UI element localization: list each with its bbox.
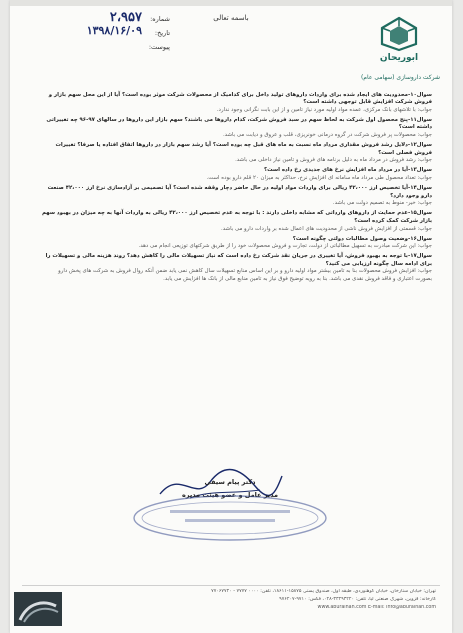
- question-11: سوال۱۱-پنج محصول اول شرکت به لحاظ سهم در سبد فروش شرکت، کدام داروها می باشند؟ سهم بازار این داروها در سالهای ۹۷-۹۶ چه تغییراتی داشته است؟: [46, 116, 432, 131]
- question-10: سوال۱۰-محدودیت های ایجاد شده برای واردات داروهای تولید داخل برای کدامیک از محصولات شرکت موثر بوده است؟ آیا از این محل سهم بازار و فروش شرکت افزایش قابل توجهی داشته است؟: [48, 91, 432, 106]
- signer-title: مدیر عامل و عضو هیئت مدیره: [181, 491, 279, 499]
- attachment-label: پیوست:: [148, 43, 170, 51]
- letter-number: ۲،۹۵۷: [109, 10, 142, 25]
- letter-body: [40, 90, 432, 286]
- number-label: شماره:: [150, 15, 170, 23]
- letter-page: [10, 0, 452, 633]
- signer-name: دکتر پیام سیفی: [204, 478, 256, 486]
- bismillah-heading: باسمه تعالی: [213, 14, 249, 22]
- date-row: [80, 26, 170, 40]
- footer-building-photo: [14, 592, 62, 626]
- question-16: سوال۱۶-وضعیت وصول مطالبات دولتی چگونه است؟: [292, 235, 432, 242]
- answer-10: جواب: با تلاشهای بانک مرکزی، عمده مواد اولیه مورد نیاز تامین و از این بابت نگرانی وجود ندارد.: [216, 106, 432, 113]
- company-logo: [364, 16, 434, 63]
- answer-15: جواب: قسمتی از افزایش فروش ناشی از محدودیت های اعمال شده بر واردات دارو می باشد.: [221, 225, 432, 232]
- question-13: سوال۱۳-آیا در مرداد ماه افزایش نرخ های جدیدی رخ داده است؟: [264, 167, 432, 174]
- letter-meta: [80, 12, 170, 54]
- date-label: تاریخ:: [154, 29, 170, 37]
- footer-contact: www.aburaihan.com E-mail: info@aburaihan.com: [317, 605, 436, 610]
- company-stamp-icon: [130, 492, 330, 544]
- scan-edge: [10, 0, 452, 6]
- answer-13: جواب: تعداد محصول طی مرداد ماه سامانه ای افزایش نرخ، حداکثر به میزان ۲۰ قلم دارو بوده است.: [206, 174, 432, 181]
- letter-date: ۱۳۹۸/۱۶/۰۹: [86, 24, 142, 37]
- building-icon: [14, 592, 62, 626]
- answer-11: جواب: محصولات پر فروش شرکت در گروه درمانی خونریزی، قلب و عروق و دیابت می باشد.: [222, 131, 432, 138]
- footer-address: تهران: خیابان ستارخان، خیابان کوهنوردی، طبقه اول، صندوق پستی ۱۵۸۷۵-۱۸۶۱۱، تلفن: ۰۰۰۰ ۷۷۷۷ - ۷۷۰۶۷۷۲۰: [211, 589, 436, 594]
- answer-12: جواب: رشد فروش در مرداد ماه به دلیل برنامه های فروش و تامین نیاز داخلی می باشد.: [235, 157, 432, 164]
- aburaihan-logo-icon: [376, 16, 422, 52]
- answer-17: جواب: افزایش فروش محصولات بنا به تامین بیشتر مواد اولیه دارو و بر این اساس منابع تسهیلات سال کاهش نمی یابد ضمن آنکه روال فروش به شرکت های پخش دارو بصورت اعتباری و فاقد فروش نقدی می باشد. بنا به رویه توضیح فوق نیاز به تامین منابع مالی از بانک ها افزایش می یابد.: [58, 268, 432, 283]
- question-15: سوال۱۵-عدم حمایت از داروهای وارداتی که مشابه داخلی دارند : با توجه به عدم تخصیص ارز ۴۲،۰۰۰ ریالی به واردات آنها به چه میزان در بهبود سهم بازار شرکت کمک کرده است؟: [41, 210, 432, 224]
- attachment-row: [80, 40, 170, 54]
- footer-divider: [22, 585, 440, 586]
- brand-subtitle: شرکت داروسازی (سهامی عام): [360, 74, 440, 81]
- answer-14: جواب: خیر- منوط به تصمیم دولت می باشد.: [332, 200, 432, 207]
- question-17: سوال۱۷-با توجه به بهبود فروش، آیا تغییری در جریان نقد شرکت رخ داده است که نیاز تسهیلات مالی را کاهش دهد؟ روند هزینه مالی و تسهیلات را برای ادامه سال چگونه ارزیابی می کنید؟: [45, 253, 432, 267]
- signature-block: [120, 458, 340, 548]
- answer-16: جواب: این شرکت مبادرت به تسهیل مطالباتی از دولت، تجارت و فروش محصولات خود را از طریق شرکتهای توزیعی انجام می دهد.: [138, 243, 432, 250]
- question-14: سوال۱۴-آیا تخصیص ارز ۴۲،۰۰۰ ریالی برای واردات مواد اولیه در حال حاضر دچار وقفه شده است؟ آیا تصمیمی بر آزادسازی نرخ ارز ۴۲،۰۰۰ صنعت دارو وجود دارد؟: [47, 185, 432, 199]
- footer-factory: کارخانه: قزوین، شهرک صنعتی لیا، تلفن: ۳۳۲۹۴۲۲۰-۰۲۸، فکس: ۹۷۱۰-۹۷۶۲۰۷: [279, 597, 436, 602]
- question-12: سوال۱۲-دلایل رشد فروش مقداری مرداد ماه نسبت به ماه های قبل چه بوده است؟ آیا رشد سهم بازار در داروها اتفاق افتاده یا صرفا؟ تغییرات فروش فصلی است؟: [55, 142, 432, 156]
- brand-name: ابوریحان: [379, 53, 419, 63]
